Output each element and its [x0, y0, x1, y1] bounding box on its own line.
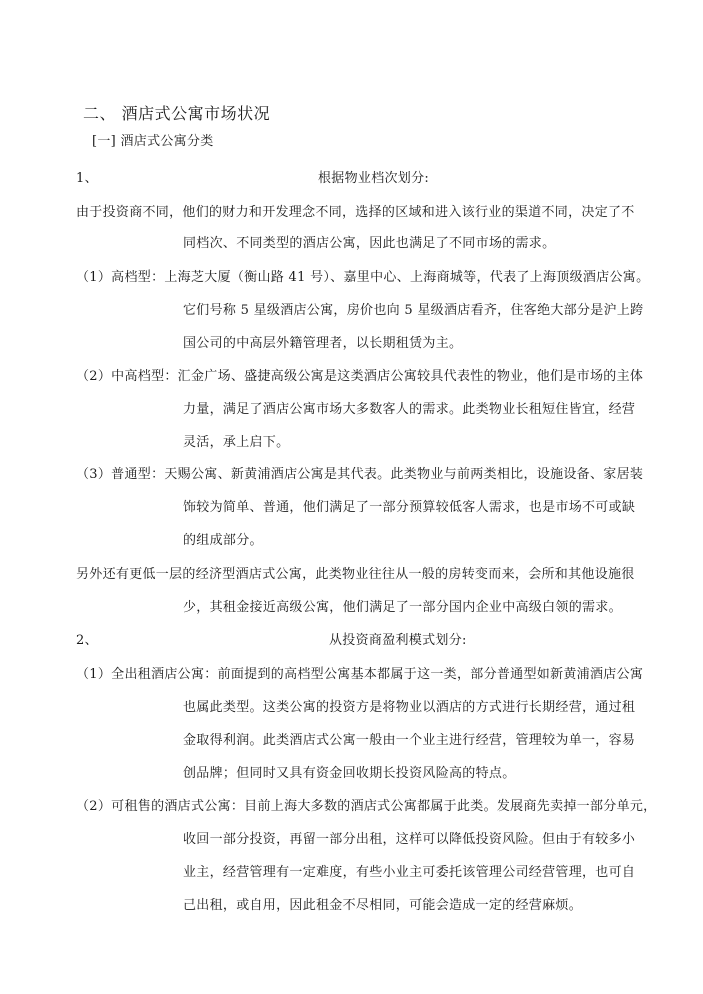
part2-item1-line: （1）全出租酒店公寓：前面提到的高档型公寓基本都属于这一类，部分普通型如新黄浦酒店公寓	[76, 667, 644, 682]
part2-item2-line: （2）可租售的酒店式公寓：目前上海大多数的酒店式公寓都属于此类。发展商先卖掉一部分单元，	[76, 799, 657, 814]
part1-item2-line: （2）中高档型：汇金广场、盛捷高级公寓是这类酒店公寓较具代表性的物业，他们是市场的主体	[76, 369, 644, 384]
part2-item1-line: 也属此类型。这类公寓的投资方是将物业以酒店的方式进行长期经营，通过租	[183, 700, 636, 715]
part2-item2-line: 己出租，或自用，因此租金不尽相同，可能会造成一定的经营麻烦。	[183, 898, 583, 913]
part2-item2-line: 收回一部分投资，再留一部分出租，这样可以降低投资风险。但由于有较多小	[183, 832, 636, 847]
part1-item3-line: 的组成部分。	[183, 533, 263, 548]
part1-item1-line: 国公司的中高层外籍管理者，以长期租赁为主。	[183, 336, 463, 351]
part2-item1-line: 金取得利润。此类酒店式公寓一般由一个业主进行经营，管理较为单一，容易	[183, 733, 636, 748]
section-title: 二、 酒店式公寓市场状况	[83, 104, 271, 123]
part1-item3-line: 饰较为简单、普通，他们满足了一部分预算较低客人需求，也是市场不可或缺	[183, 500, 636, 515]
part2-number: 2、	[76, 633, 98, 648]
part1-heading: 根据物业档次划分:	[318, 171, 430, 186]
part2-heading: 从投资商盈利模式划分:	[329, 633, 467, 648]
part1-intro-line: 同档次、不同类型的酒店公寓，因此也满足了不同市场的需求。	[183, 236, 556, 251]
part1-number: 1、	[76, 171, 98, 186]
part1-note-line: 少，其租金接近高级公寓，他们满足了一部分国内企业中高级白领的需求。	[183, 600, 622, 615]
part1-intro-line: 由于投资商不同，他们的财力和开发理念不同，选择的区域和进入该行业的渠道不同，决定了不	[76, 205, 635, 220]
part1-item1-line: （1）高档型：上海芝大厦（衡山路 41 号）、嘉里中心、上海商城等，代表了上海顶级酒店公寓。	[76, 270, 650, 285]
part2-item1-line: 创品牌；但同时又具有资金回收期长投资风险高的特点。	[183, 766, 516, 781]
part2-item2-line: 业主，经营管理有一定难度，有些小业主可委托该管理公司经营管理，也可自	[183, 865, 636, 880]
part1-note-line: 另外还有更低一层的经济型酒店式公寓，此类物业往往从一般的房转变而来，会所和其他设施很	[76, 567, 635, 582]
subsection-title: [一] 酒店式公寓分类	[92, 134, 214, 149]
part1-item1-line: 它们号称 5 星级酒店公寓，房价也向 5 星级酒店看齐，住客绝大部分是沪上跨	[183, 303, 644, 318]
part1-item2-line: 灵活，承上启下。	[183, 435, 290, 450]
part1-item3-line: （3）普通型：天赐公寓、新黄浦酒店公寓是其代表。此类物业与前两类相比，设施设备、家居装	[76, 467, 644, 482]
part1-item2-line: 力量，满足了酒店公寓市场大多数客人的需求。此类物业长租短住皆宜，经营	[183, 402, 636, 417]
